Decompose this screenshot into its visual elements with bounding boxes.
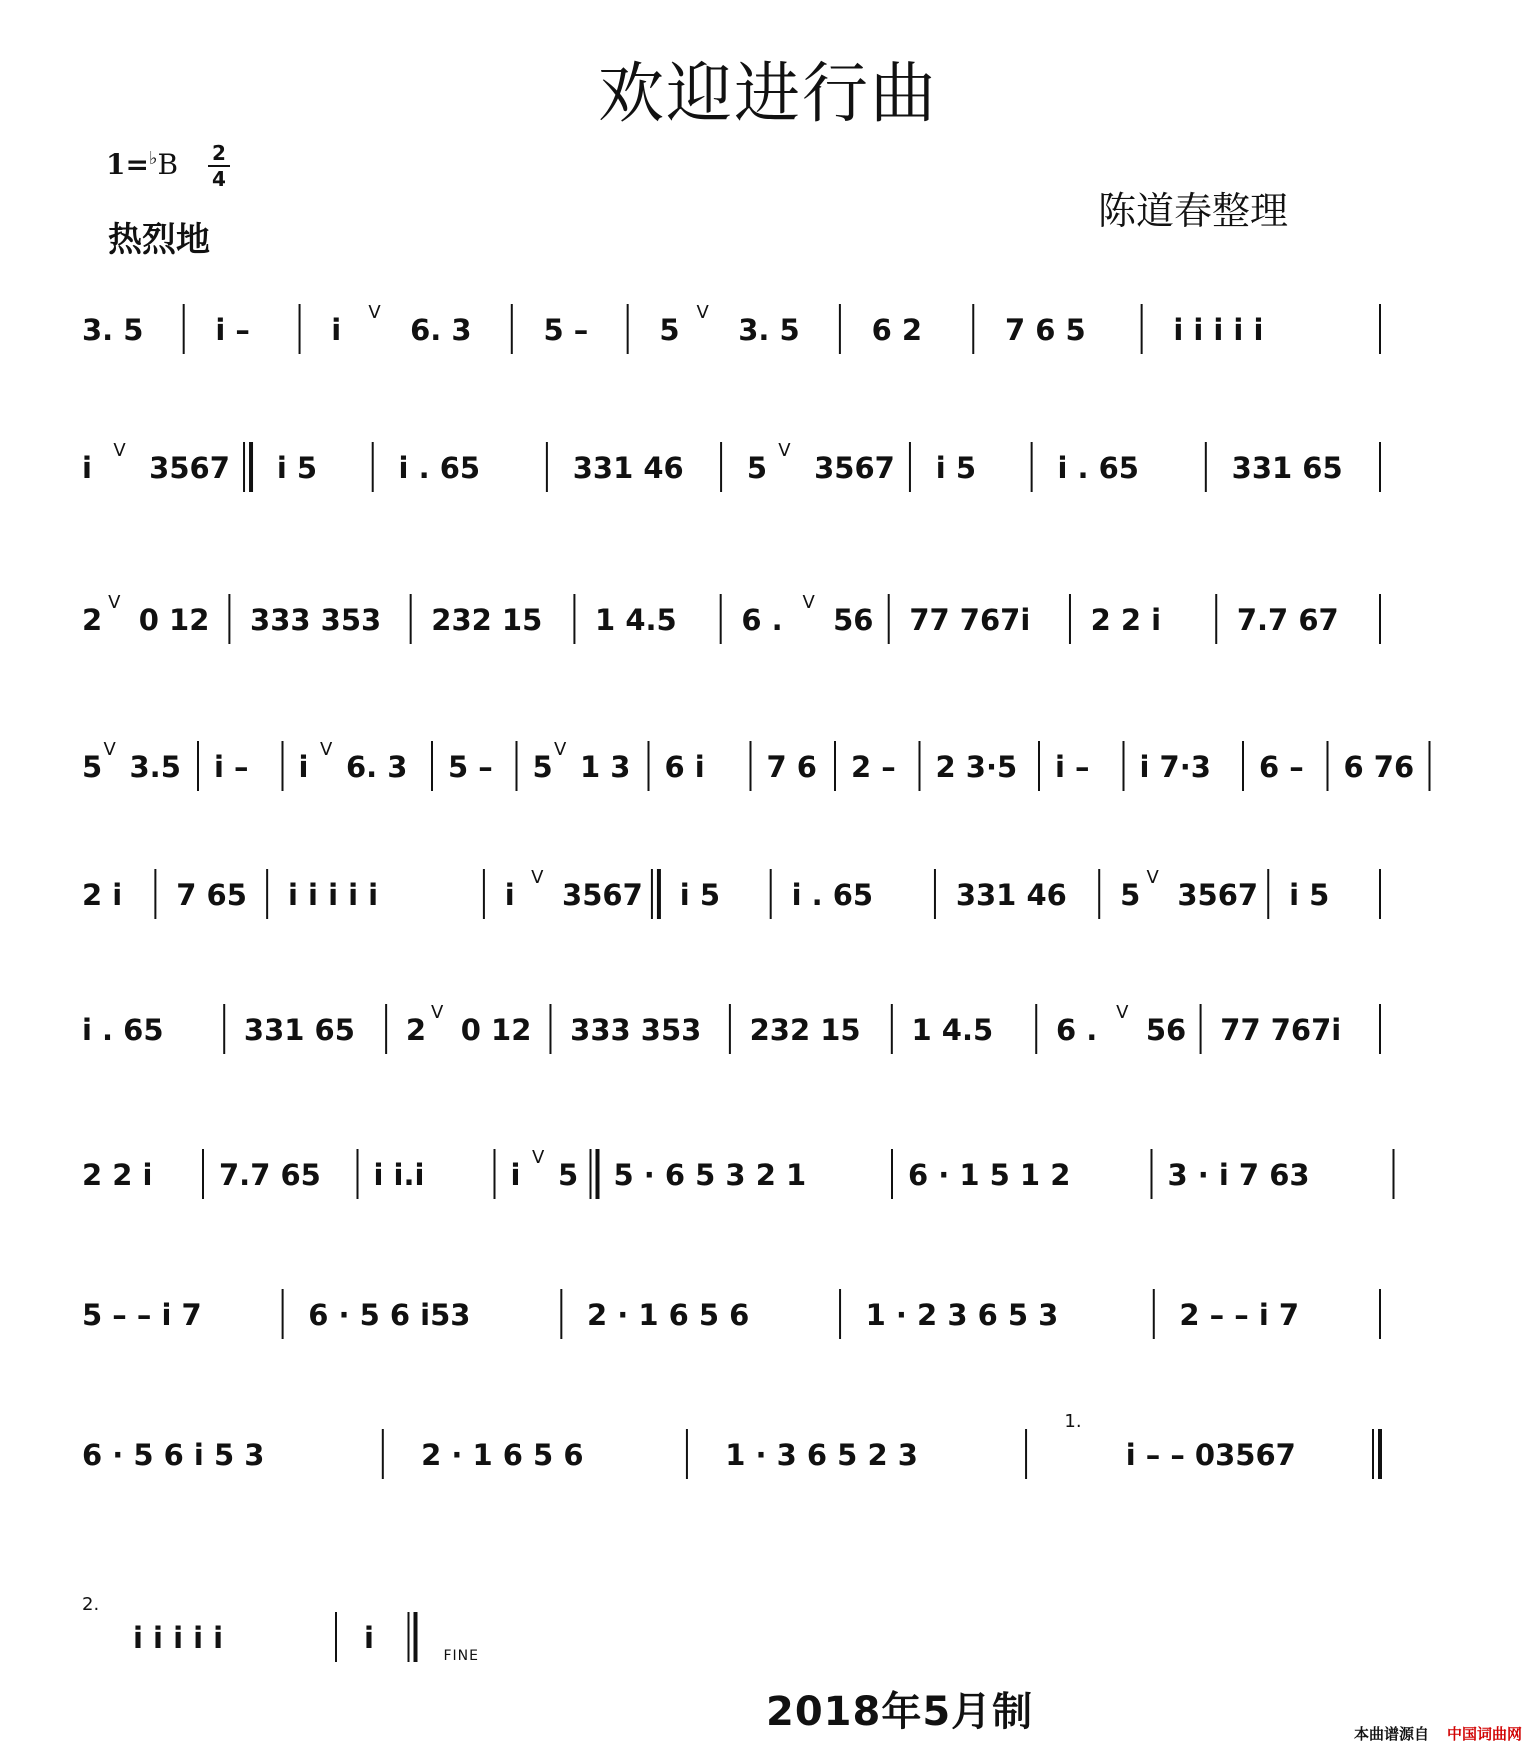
barline-symbol: ‖:	[248, 508, 249, 509]
note-group: i –	[214, 750, 249, 784]
note-group: 6 i	[664, 750, 705, 784]
breath-mark: V	[431, 1002, 444, 1023]
barline-symbol: |	[686, 1495, 688, 1496]
barline-symbol: |	[198, 807, 199, 808]
note-group: 2 2 i	[82, 1158, 153, 1192]
barline-symbol: |	[1380, 370, 1381, 371]
note-group: i	[510, 1158, 521, 1192]
barline-symbol: |	[1380, 1355, 1381, 1356]
note-group: 77 767i	[909, 603, 1031, 637]
barline-symbol: |	[1099, 935, 1100, 936]
breath-mark: V	[531, 867, 544, 888]
note-group: 7 6	[766, 750, 817, 784]
barline-symbol: |	[720, 660, 722, 661]
note-group: i	[82, 451, 92, 485]
note-group: i . 65	[791, 878, 874, 912]
barline-symbol: |	[299, 370, 300, 371]
note-group: 6 · 5 6 i53	[308, 1298, 471, 1332]
breath-mark: V	[320, 739, 333, 760]
barline-symbol: |	[835, 807, 836, 808]
barline-symbol: |	[1031, 508, 1032, 509]
key-name: B	[157, 148, 179, 181]
note-group: i . 65	[82, 1013, 164, 1047]
barline-symbol: |	[410, 660, 412, 661]
note-group: i	[331, 313, 342, 347]
breath-mark: V	[778, 440, 791, 461]
barline-symbol: |	[282, 1355, 283, 1356]
note-group: 3567	[562, 878, 643, 912]
barline-symbol: :‖	[1377, 1495, 1378, 1496]
barline-symbol: |	[1141, 370, 1142, 371]
barline-symbol: |	[1200, 1070, 1201, 1071]
breath-mark: V	[1116, 1002, 1129, 1023]
note-group: 7.7 67	[1236, 603, 1339, 637]
barline-symbol: ‖	[412, 1678, 413, 1679]
barline-symbol: |	[891, 1070, 893, 1071]
note-group: 1 4.5	[911, 1013, 994, 1047]
note-group: 3567	[149, 451, 230, 485]
note-group: i 5	[276, 451, 318, 485]
barline-symbol: |	[1205, 508, 1207, 509]
breath-mark: V	[554, 739, 567, 760]
barline-symbol: |	[1216, 660, 1217, 661]
note-group: i i i i i	[1173, 313, 1264, 347]
note-group: i . 65	[1057, 451, 1139, 485]
note-group: i	[298, 750, 309, 784]
barline-symbol: |	[574, 660, 575, 661]
barline-symbol: |	[750, 807, 751, 808]
note-group: 3. 5	[82, 313, 144, 347]
note-group: 77 767i	[1220, 1013, 1342, 1047]
barline-symbol: |	[934, 935, 936, 936]
note-group: i 5	[679, 878, 721, 912]
barline-symbol: |	[1380, 1070, 1381, 1071]
note-group: i 7·3	[1139, 750, 1211, 784]
note-group: 232 15	[749, 1013, 861, 1047]
note-group: 2 · 1 6 5 6	[421, 1438, 584, 1472]
barline-symbol: |	[973, 370, 974, 371]
note-group: 2	[82, 603, 103, 637]
note-group: 333 353	[570, 1013, 702, 1047]
time-denominator: 4	[212, 167, 226, 191]
note-group: i –	[215, 313, 250, 347]
flat-sign: ♭	[148, 148, 158, 169]
note-group: 331 46	[572, 451, 684, 485]
barline-symbol: |	[1151, 1215, 1152, 1216]
source-site: 中国词曲网	[1446, 1725, 1522, 1743]
note-group: i 5	[935, 451, 977, 485]
barline-symbol: |	[382, 1495, 384, 1496]
note-group: i 5	[1289, 878, 1330, 912]
barline-symbol: |	[550, 1070, 551, 1071]
volta-label: 2.	[82, 1594, 100, 1615]
barline-symbol: |	[224, 1070, 225, 1071]
breath-mark: V	[368, 302, 381, 323]
note-group: 5 –	[448, 750, 493, 784]
note-group: i i i i i	[288, 878, 379, 912]
barline-symbol: |	[919, 807, 920, 808]
note-group: i – – 03567	[1125, 1438, 1296, 1472]
barline-symbol: |	[721, 508, 722, 509]
note-group: 6 76	[1343, 750, 1415, 784]
note-group: 2 2 i	[1090, 603, 1162, 637]
barline-symbol: |	[839, 370, 841, 371]
volta-label: 1.	[1064, 1411, 1082, 1432]
fine-marking: FINE	[443, 1648, 479, 1664]
note-group: i . 65	[398, 451, 481, 485]
barline-symbol: |	[840, 1355, 841, 1356]
note-group: 6 –	[1259, 750, 1304, 784]
barline-symbol: |	[1026, 1495, 1027, 1496]
note-group: 3567	[814, 451, 895, 485]
breath-mark: V	[1146, 867, 1159, 888]
barline-symbol: |	[229, 660, 230, 661]
note-group: 5	[1120, 878, 1141, 912]
note-group: 5	[746, 451, 768, 485]
note-group: 5	[659, 313, 680, 347]
barline-symbol: |	[516, 807, 517, 808]
breath-mark: V	[108, 592, 121, 613]
note-group: 1 4.5	[595, 603, 677, 637]
barline-symbol: |	[1393, 1215, 1394, 1216]
barline-symbol: |	[888, 660, 890, 661]
note-group: 5	[82, 750, 103, 784]
note-group: 5	[558, 1158, 579, 1192]
note-group: i i i i i	[133, 1621, 224, 1655]
note-group: 3 · i 7 63	[1167, 1158, 1310, 1192]
note-group: 6 · 1 5 1 2	[908, 1158, 1071, 1192]
arranger-credit: 陈道春整理	[1098, 189, 1289, 233]
breath-mark: V	[696, 302, 709, 323]
note-group: 0 12	[138, 603, 210, 637]
note-group: 6 · 5 6 i 5 3	[82, 1438, 265, 1472]
key-prefix: 1=	[106, 148, 149, 181]
note-group: 333 353	[250, 603, 382, 637]
barline-symbol: |	[729, 1070, 731, 1071]
source-credit	[1354, 1723, 1522, 1744]
barline-symbol: ‖:	[594, 1215, 596, 1216]
breath-mark: V	[802, 592, 815, 613]
note-group: 2 – – i 7	[1179, 1298, 1300, 1332]
note-group: 0 12	[460, 1013, 532, 1047]
note-group: 3567	[1177, 878, 1259, 912]
note-group: 5	[532, 750, 553, 784]
time-numerator: 2	[212, 141, 226, 165]
note-group: 1 3	[580, 750, 631, 784]
tempo-marking: 热烈地	[108, 220, 210, 260]
barline-symbol: |	[511, 370, 513, 371]
note-group: i i.i	[373, 1158, 425, 1192]
barline-symbol: |	[183, 370, 185, 371]
note-group: 6 .	[1055, 1013, 1098, 1047]
barline-symbol: |	[909, 508, 911, 509]
barline-symbol: |	[336, 1678, 337, 1679]
barline-symbol: |	[203, 1215, 204, 1216]
note-group: 3.5	[129, 750, 181, 784]
barline-symbol: |	[267, 935, 268, 936]
barline-symbol: |	[1268, 935, 1269, 936]
barline-symbol: |	[432, 807, 433, 808]
barline-symbol: |	[372, 508, 374, 509]
note-group: i –	[1055, 750, 1090, 784]
barline-symbol: |	[546, 508, 548, 509]
note-group: 6 2	[871, 313, 923, 347]
barline-symbol: |	[1039, 807, 1040, 808]
page-title: 欢迎进行曲	[598, 55, 938, 132]
barline-symbol: |	[1380, 935, 1381, 936]
barline-symbol: |	[770, 935, 772, 936]
breath-mark: V	[103, 739, 116, 760]
note-group: 331 65	[243, 1013, 355, 1047]
barline-symbol: |	[1243, 807, 1244, 808]
barline-symbol: |	[1036, 1070, 1037, 1071]
barline-symbol: |	[561, 1355, 562, 1356]
barline-symbol: |	[386, 1070, 387, 1071]
creation-date: 2018年5月制	[766, 1689, 1034, 1735]
note-group: 56	[833, 603, 874, 637]
barline-symbol: |	[1327, 807, 1328, 808]
barline-symbol: |	[282, 807, 283, 808]
note-group: i	[364, 1621, 374, 1655]
note-group: i	[504, 878, 515, 912]
note-group: 2 · 1 6 5 6	[586, 1298, 750, 1332]
note-group: 232 15	[431, 603, 543, 637]
barline-symbol: |	[892, 1215, 893, 1216]
barline-symbol: |	[483, 935, 485, 936]
barline-symbol: |	[357, 1215, 358, 1216]
breath-mark: V	[113, 440, 126, 461]
note-group: 3. 5	[738, 313, 800, 347]
note-group: 1 · 3 6 5 2 3	[725, 1438, 918, 1472]
note-group: 7 65	[176, 878, 247, 912]
barline-symbol: |	[1380, 660, 1381, 661]
barline-symbol: |	[155, 935, 156, 936]
note-group: 1 · 2 3 6 5 3	[865, 1298, 1059, 1332]
barline-symbol: |	[648, 807, 649, 808]
note-group: 5 · 6 5 3 2 1	[613, 1158, 807, 1192]
note-group: 7 6 5	[1004, 313, 1086, 347]
barline-symbol: |	[1380, 508, 1381, 509]
barline-symbol: |	[1069, 660, 1071, 661]
barline-symbol: ‖:	[655, 935, 657, 936]
note-group: 6. 3	[410, 313, 472, 347]
barline-symbol: |	[1153, 1355, 1155, 1356]
note-group: 6 .	[741, 603, 783, 637]
note-group: 5 –	[543, 313, 589, 347]
breath-mark: V	[532, 1147, 545, 1168]
note-group: 2 i	[82, 878, 123, 912]
note-group: 331 46	[955, 878, 1067, 912]
barline-symbol: |	[1123, 807, 1124, 808]
note-group: 2	[405, 1013, 427, 1047]
note-group: 2 –	[851, 750, 896, 784]
note-group: 5 – – i 7	[82, 1298, 202, 1332]
barline-symbol: |	[627, 370, 629, 371]
note-group: 2 3·5	[935, 750, 1018, 784]
source-label: 本曲谱源自	[1353, 1725, 1429, 1743]
note-group: 331 65	[1231, 451, 1343, 485]
barline-symbol: |	[1429, 807, 1430, 808]
barline-symbol: |	[494, 1215, 495, 1216]
note-group: 7.7 65	[219, 1158, 321, 1192]
note-group: 56	[1145, 1013, 1187, 1047]
note-group: 6. 3	[346, 750, 408, 784]
